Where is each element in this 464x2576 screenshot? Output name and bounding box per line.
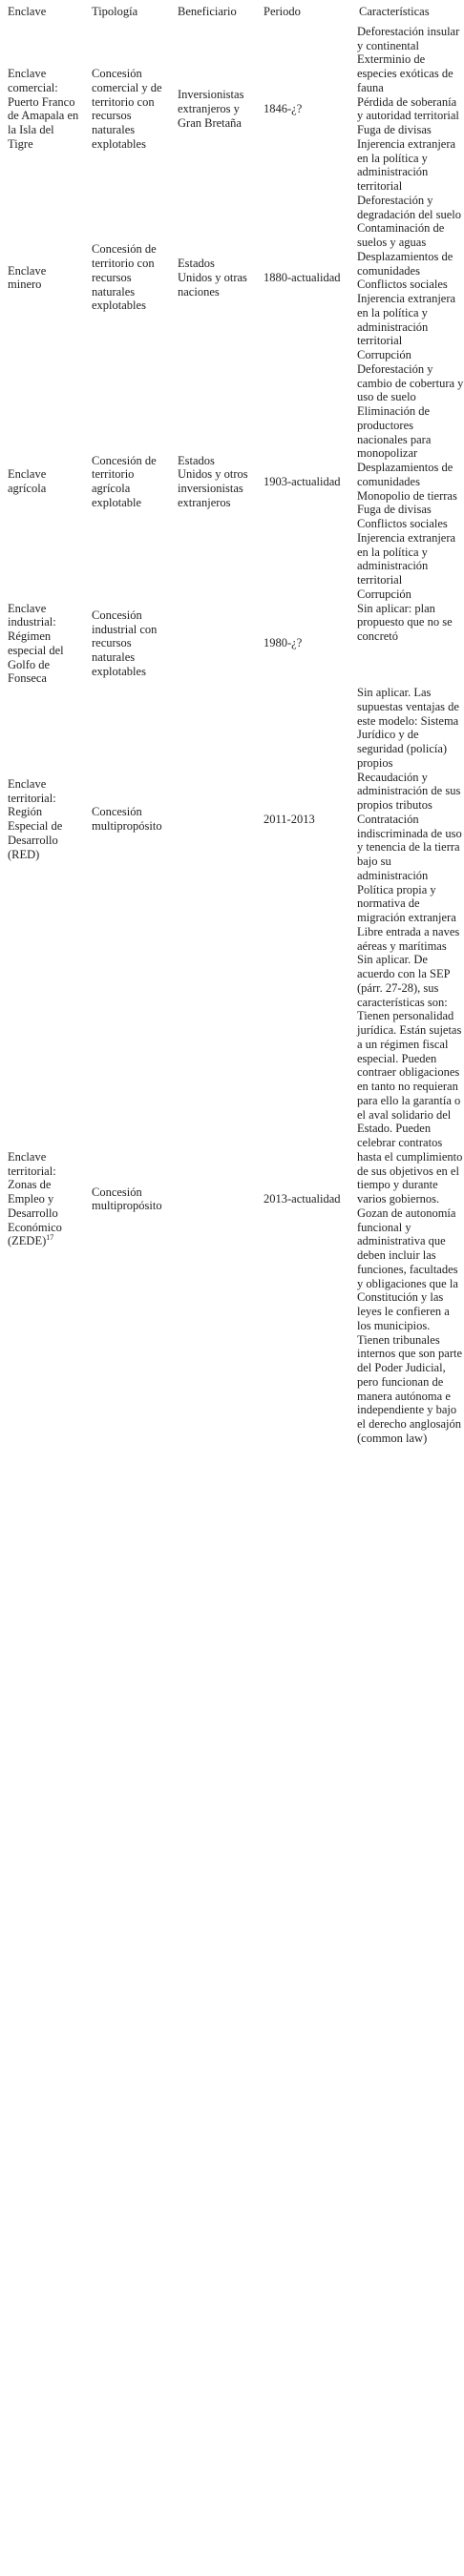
table-row	[0, 362, 464, 602]
caracteristica-item: Eliminación de productores nacionales para monopolizar	[357, 404, 432, 461]
cell-enclave	[0, 25, 84, 194]
cell-beneficiario: Estados Unidos y otras naciones	[178, 257, 247, 299]
cell-periodo: 2011-2013	[264, 812, 315, 826]
cell-tipologia: Concesión de territorio con recursos naturales explotables	[92, 242, 157, 313]
cell-periodo: 1846-¿?	[264, 101, 303, 115]
header-caracteristicas: Características	[359, 5, 430, 18]
cell-enclave	[0, 686, 84, 953]
caracteristica-item: Contaminación de suelos y aguas	[357, 221, 445, 249]
enclave-text: Enclave minero	[8, 263, 47, 292]
header-enclave: Enclave	[8, 5, 47, 18]
caracteristica-item: Exterminio de especies exóticas de fauna	[357, 52, 453, 94]
header-beneficiario: Beneficiario	[178, 5, 237, 18]
table-row	[0, 602, 464, 687]
cell-enclave	[0, 602, 84, 687]
enclave-text: Enclave agrícola	[8, 467, 47, 496]
caracteristica-item: Desplazamientos de comunidades	[357, 461, 453, 488]
caracteristica-item: Fuga de divisas	[357, 123, 432, 136]
caracteristica-item: Deforestación y degradación del suelo	[357, 193, 461, 221]
enclave-text: Enclave territorial: Región Especial de Desarrollo (RED)	[8, 776, 63, 861]
cell-caracteristicas	[351, 686, 464, 953]
caracteristica-item: Corrupción	[357, 587, 411, 601]
cell-caracteristicas	[351, 194, 464, 362]
caracteristica-item: Sin aplicar: plan propuesto que no se concretó	[357, 601, 453, 643]
caracteristica-item: Deforestación y cambio de cobertura y uso de suelo	[357, 361, 464, 404]
cell-caracteristicas	[351, 953, 464, 1445]
enclave-text: Enclave industrial: Régimen especial del Golfo de Fonseca	[8, 601, 64, 686]
cell-enclave	[0, 362, 84, 602]
caracteristica-item: Injerencia extranjera en la política y administración territorial	[357, 136, 456, 193]
footnote-marker: 17	[46, 1233, 54, 1243]
table-header-row	[0, 0, 464, 25]
header-periodo: Periodo	[264, 5, 301, 18]
caracteristica-item: Sin aplicar. Las supuestas ventajas de este modelo: Sistema Jurídico y de seguridad (policía) propios	[357, 686, 459, 770]
caracteristica-item: Contratación indiscriminada de uso y tenencia de la tierra bajo su administración	[357, 812, 462, 882]
caracteristica-item: Monopolio de tierras	[357, 488, 457, 503]
enclave-text: Enclave comercial: Puerto Franco de Amapala en la Isla del Tigre	[8, 67, 79, 151]
cell-periodo: 1880-actualidad	[264, 270, 341, 284]
caracteristica-item: Desplazamientos de comunidades	[357, 249, 453, 278]
cell-periodo: 1980-¿?	[264, 636, 303, 650]
cell-beneficiario: Estados Unidos y otros inversionistas extranjeros	[178, 453, 248, 509]
table-row	[0, 194, 464, 362]
cell-enclave	[0, 194, 84, 362]
caracteristica-item: Pérdida de soberanía y autoridad territorial	[357, 94, 459, 123]
cell-beneficiario	[170, 602, 256, 687]
cell-periodo: 2013-actualidad	[264, 1192, 341, 1206]
cell-enclave	[0, 953, 84, 1445]
cell-caracteristicas	[351, 25, 464, 194]
cell-tipologia: Concesión multipropósito	[92, 1185, 162, 1213]
enclave-text: Enclave territorial: Zonas de Empleo y Desarrollo Económico (ZEDE)	[8, 1149, 62, 1248]
table-row	[0, 686, 464, 953]
caracteristica-item: Corrupción	[357, 348, 411, 361]
caracteristica-item: Libre entrada a naves aéreas y marítimas	[357, 924, 460, 953]
caracteristica-item: Conflictos sociales	[357, 517, 448, 530]
header-tipologia: Tipología	[92, 5, 138, 18]
caracteristica-item: Injerencia extranjera en la política y administración territorial	[357, 530, 456, 587]
cell-caracteristicas	[351, 602, 464, 687]
caracteristica-item: Recaudación y administración de sus propios tributos	[357, 770, 461, 812]
cell-beneficiario	[170, 953, 256, 1445]
cell-tipologia: Concesión comercial y de territorio con recursos naturales explotables	[92, 67, 162, 151]
caracteristica-item: Injerencia extranjera en la política y administración territorial	[357, 292, 456, 348]
cell-tipologia: Concesión industrial con recursos naturales explotables	[92, 608, 158, 678]
cell-beneficiario	[170, 686, 256, 953]
cell-beneficiario: Inversionistas extranjeros y Gran Bretaña	[178, 88, 244, 130]
table-row	[0, 953, 464, 1445]
caracteristica-item: Sin aplicar. De acuerdo con la SEP (párr. 27-28), sus características son: Tienen personalidad jurídica. Están sujetas a un régimen fiscal especial. Pueden contraer obligaciones en tanto no requieran para ello la garantía o el aval solidario del Estado. Pueden celebrar contratos hasta el cumplimiento de sus objetivos en el tiempo y durante varios gobiernos. Gozan de autonomía funcional y administrativa que deben incluir las funciones, facultades y obligaciones que la Constitución y las leyes le confieren a los municipios. Tienen tribunales internos que son parte del Poder Judicial, pero funcionan de manera autónoma e independiente y bajo el derecho anglosajón (common law)	[357, 953, 463, 1445]
caracteristica-item: Fuga de divisas	[357, 503, 432, 517]
caracteristica-item: Deforestación insular y continental	[357, 24, 460, 52]
cell-caracteristicas	[351, 362, 464, 602]
cell-tipologia: Concesión multipropósito	[92, 805, 162, 834]
cell-tipologia: Concesión de territorio agrícola explotable	[92, 453, 157, 509]
caracteristica-item: Política propia y normativa de migración extranjera	[357, 882, 456, 924]
caracteristica-item: Conflictos sociales	[357, 278, 448, 292]
cell-periodo: 1903-actualidad	[264, 474, 341, 488]
table-row	[0, 25, 464, 194]
